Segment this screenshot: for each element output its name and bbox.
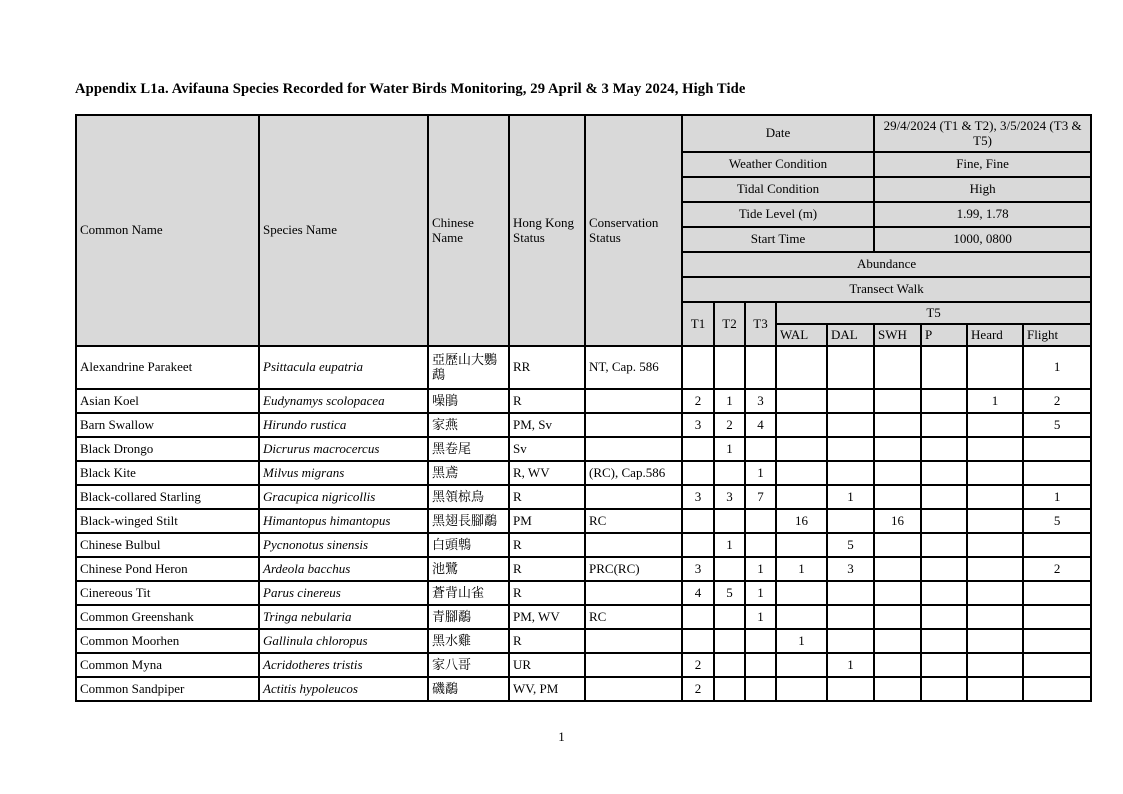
count-cell-swh bbox=[874, 437, 921, 461]
count-cell-flight: 5 bbox=[1023, 509, 1091, 533]
count-cell-p bbox=[921, 557, 967, 581]
tide-level-value: 1.99, 1.78 bbox=[874, 202, 1091, 227]
count-cell-wal: 1 bbox=[776, 557, 827, 581]
count-cell-flight bbox=[1023, 605, 1091, 629]
tidal-condition-label: Tidal Condition bbox=[682, 177, 874, 202]
hk-status-cell: R bbox=[509, 389, 585, 413]
count-cell-heard bbox=[967, 557, 1023, 581]
count-cell-dal bbox=[827, 605, 874, 629]
common-name-cell: Cinereous Tit bbox=[76, 581, 259, 605]
count-cell-flight bbox=[1023, 629, 1091, 653]
count-cell-swh bbox=[874, 485, 921, 509]
count-cell-dal: 3 bbox=[827, 557, 874, 581]
count-cell-dal: 1 bbox=[827, 653, 874, 677]
count-cell-wal bbox=[776, 413, 827, 437]
count-cell-p bbox=[921, 533, 967, 557]
count-cell-swh bbox=[874, 677, 921, 701]
count-cell-swh bbox=[874, 629, 921, 653]
table-row bbox=[76, 533, 1091, 557]
count-cell-t3 bbox=[745, 629, 776, 653]
chinese-name-cell: 黑翅長腳鷸 bbox=[428, 509, 509, 533]
count-cell-t2: 1 bbox=[714, 389, 745, 413]
count-cell-t1: 2 bbox=[682, 653, 714, 677]
conservation-status-cell bbox=[585, 485, 682, 509]
count-cell-t2 bbox=[714, 557, 745, 581]
count-cell-flight bbox=[1023, 533, 1091, 557]
count-cell-flight bbox=[1023, 653, 1091, 677]
common-name-cell: Common Sandpiper bbox=[76, 677, 259, 701]
count-cell-dal: 1 bbox=[827, 485, 874, 509]
count-cell-t3 bbox=[745, 346, 776, 389]
conservation-status-cell: NT, Cap. 586 bbox=[585, 346, 682, 389]
count-cell-wal bbox=[776, 581, 827, 605]
species-name-cell: Himantopus himantopus bbox=[259, 509, 428, 533]
transect-t2-header: T2 bbox=[714, 302, 745, 346]
count-cell-wal bbox=[776, 346, 827, 389]
tide-level-label: Tide Level (m) bbox=[682, 202, 874, 227]
count-cell-t3 bbox=[745, 533, 776, 557]
count-cell-t2: 1 bbox=[714, 533, 745, 557]
count-cell-dal bbox=[827, 461, 874, 485]
count-cell-swh bbox=[874, 389, 921, 413]
count-cell-flight: 2 bbox=[1023, 557, 1091, 581]
count-cell-t2: 3 bbox=[714, 485, 745, 509]
page-title: Appendix L1a. Avifauna Species Recorded for Water Birds Monitoring, 29 April & 3 May 2024, High Tide bbox=[75, 81, 746, 97]
hk-status-cell: R, WV bbox=[509, 461, 585, 485]
common-name-cell: Alexandrine Parakeet bbox=[76, 346, 259, 389]
table-row bbox=[76, 485, 1091, 509]
transect-t1-header: T1 bbox=[682, 302, 714, 346]
common-name-cell: Black Drongo bbox=[76, 437, 259, 461]
count-cell-swh bbox=[874, 533, 921, 557]
common-name-cell: Chinese Pond Heron bbox=[76, 557, 259, 581]
transect-t5-header: T5 bbox=[776, 302, 1091, 324]
common-name-cell: Chinese Bulbul bbox=[76, 533, 259, 557]
count-cell-t1 bbox=[682, 533, 714, 557]
table-row bbox=[76, 629, 1091, 653]
count-cell-wal bbox=[776, 677, 827, 701]
conservation-status-cell: RC bbox=[585, 509, 682, 533]
count-cell-t3 bbox=[745, 653, 776, 677]
count-cell-p bbox=[921, 581, 967, 605]
count-cell-heard bbox=[967, 461, 1023, 485]
count-cell-t2: 5 bbox=[714, 581, 745, 605]
count-cell-t1: 2 bbox=[682, 389, 714, 413]
count-cell-t1 bbox=[682, 437, 714, 461]
table-row bbox=[76, 605, 1091, 629]
count-cell-swh bbox=[874, 605, 921, 629]
species-name-header: Species Name bbox=[259, 115, 428, 346]
table-row bbox=[76, 677, 1091, 701]
count-cell-wal bbox=[776, 389, 827, 413]
count-cell-p bbox=[921, 389, 967, 413]
count-cell-dal bbox=[827, 629, 874, 653]
count-cell-t3: 1 bbox=[745, 581, 776, 605]
chinese-name-cell: 青腳鷸 bbox=[428, 605, 509, 629]
conservation-status-header: Conservation Status bbox=[585, 115, 682, 346]
weather-condition-value: Fine, Fine bbox=[874, 152, 1091, 177]
chinese-name-cell: 黑水雞 bbox=[428, 629, 509, 653]
hk-status-cell: R bbox=[509, 533, 585, 557]
chinese-name-cell: 白頭鵯 bbox=[428, 533, 509, 557]
hk-status-cell: WV, PM bbox=[509, 677, 585, 701]
count-cell-dal: 5 bbox=[827, 533, 874, 557]
count-cell-heard bbox=[967, 581, 1023, 605]
common-name-cell: Common Myna bbox=[76, 653, 259, 677]
chinese-name-cell: 家八哥 bbox=[428, 653, 509, 677]
species-name-cell: Hirundo rustica bbox=[259, 413, 428, 437]
common-name-header: Common Name bbox=[76, 115, 259, 346]
conservation-status-cell: PRC(RC) bbox=[585, 557, 682, 581]
common-name-cell: Black-collared Starling bbox=[76, 485, 259, 509]
species-name-cell: Psittacula eupatria bbox=[259, 346, 428, 389]
count-cell-heard bbox=[967, 509, 1023, 533]
t5-heard-header: Heard bbox=[967, 324, 1023, 346]
hk-status-cell: R bbox=[509, 629, 585, 653]
count-cell-p bbox=[921, 605, 967, 629]
count-cell-t3: 3 bbox=[745, 389, 776, 413]
chinese-name-cell: 家燕 bbox=[428, 413, 509, 437]
count-cell-wal bbox=[776, 485, 827, 509]
count-cell-t3: 1 bbox=[745, 557, 776, 581]
common-name-cell: Common Greenshank bbox=[76, 605, 259, 629]
count-cell-t2 bbox=[714, 653, 745, 677]
transect-walk-header: Transect Walk bbox=[682, 277, 1091, 302]
t5-dal-header: DAL bbox=[827, 324, 874, 346]
count-cell-p bbox=[921, 509, 967, 533]
chinese-name-cell: 磯鷸 bbox=[428, 677, 509, 701]
species-name-cell: Ardeola bacchus bbox=[259, 557, 428, 581]
count-cell-flight: 1 bbox=[1023, 346, 1091, 389]
table-row bbox=[76, 557, 1091, 581]
count-cell-t1: 3 bbox=[682, 413, 714, 437]
count-cell-t1: 3 bbox=[682, 557, 714, 581]
chinese-name-cell: 蒼背山雀 bbox=[428, 581, 509, 605]
count-cell-t1: 4 bbox=[682, 581, 714, 605]
count-cell-t3: 7 bbox=[745, 485, 776, 509]
species-name-cell: Pycnonotus sinensis bbox=[259, 533, 428, 557]
count-cell-flight: 1 bbox=[1023, 485, 1091, 509]
date-value: 29/4/2024 (T1 & T2), 3/5/2024 (T3 & T5) bbox=[874, 115, 1091, 152]
page-number: 1 bbox=[558, 729, 565, 744]
conservation-status-cell: RC bbox=[585, 605, 682, 629]
count-cell-t2 bbox=[714, 605, 745, 629]
count-cell-wal: 1 bbox=[776, 629, 827, 653]
count-cell-t3 bbox=[745, 677, 776, 701]
hk-status-cell: RR bbox=[509, 346, 585, 389]
count-cell-t1 bbox=[682, 629, 714, 653]
count-cell-p bbox=[921, 346, 967, 389]
table-row bbox=[76, 346, 1091, 389]
count-cell-t3 bbox=[745, 437, 776, 461]
species-name-cell: Parus cinereus bbox=[259, 581, 428, 605]
chinese-name-header: Chinese Name bbox=[428, 115, 509, 346]
species-name-cell: Acridotheres tristis bbox=[259, 653, 428, 677]
table-row bbox=[76, 437, 1091, 461]
common-name-cell: Black Kite bbox=[76, 461, 259, 485]
hk-status-cell: R bbox=[509, 485, 585, 509]
species-name-cell: Eudynamys scolopacea bbox=[259, 389, 428, 413]
hk-status-cell: UR bbox=[509, 653, 585, 677]
count-cell-t2 bbox=[714, 346, 745, 389]
count-cell-p bbox=[921, 677, 967, 701]
hk-status-cell: PM, WV bbox=[509, 605, 585, 629]
count-cell-wal bbox=[776, 653, 827, 677]
table-row bbox=[76, 509, 1091, 533]
species-name-cell: Gallinula chloropus bbox=[259, 629, 428, 653]
chinese-name-cell: 噪鵑 bbox=[428, 389, 509, 413]
tidal-condition-value: High bbox=[874, 177, 1091, 202]
count-cell-heard bbox=[967, 533, 1023, 557]
table-row bbox=[76, 413, 1091, 437]
count-cell-swh bbox=[874, 557, 921, 581]
count-cell-dal bbox=[827, 509, 874, 533]
count-cell-dal bbox=[827, 346, 874, 389]
t5-wal-header: WAL bbox=[776, 324, 827, 346]
common-name-cell: Black-winged Stilt bbox=[76, 509, 259, 533]
count-cell-heard bbox=[967, 485, 1023, 509]
count-cell-t3: 1 bbox=[745, 605, 776, 629]
conservation-status-cell bbox=[585, 437, 682, 461]
table-row bbox=[76, 389, 1091, 413]
date-label: Date bbox=[682, 115, 874, 152]
count-cell-heard bbox=[967, 653, 1023, 677]
species-rows bbox=[76, 346, 1091, 701]
count-cell-wal bbox=[776, 437, 827, 461]
count-cell-p bbox=[921, 485, 967, 509]
count-cell-t2 bbox=[714, 677, 745, 701]
count-cell-flight: 2 bbox=[1023, 389, 1091, 413]
species-name-cell: Milvus migrans bbox=[259, 461, 428, 485]
hong-kong-status-header: Hong Kong Status bbox=[509, 115, 585, 346]
start-time-label: Start Time bbox=[682, 227, 874, 252]
t5-flight-header: Flight bbox=[1023, 324, 1091, 346]
count-cell-dal bbox=[827, 677, 874, 701]
hk-status-cell: PM, Sv bbox=[509, 413, 585, 437]
count-cell-swh bbox=[874, 461, 921, 485]
count-cell-t1 bbox=[682, 509, 714, 533]
count-cell-heard bbox=[967, 437, 1023, 461]
count-cell-flight bbox=[1023, 677, 1091, 701]
chinese-name-cell: 黑鳶 bbox=[428, 461, 509, 485]
count-cell-heard bbox=[967, 629, 1023, 653]
species-name-cell: Gracupica nigricollis bbox=[259, 485, 428, 509]
count-cell-swh bbox=[874, 653, 921, 677]
header-row-date bbox=[76, 115, 1091, 152]
conservation-status-cell bbox=[585, 629, 682, 653]
count-cell-dal bbox=[827, 389, 874, 413]
count-cell-t1 bbox=[682, 461, 714, 485]
species-name-cell: Actitis hypoleucos bbox=[259, 677, 428, 701]
count-cell-flight bbox=[1023, 461, 1091, 485]
count-cell-p bbox=[921, 461, 967, 485]
hk-status-cell: Sv bbox=[509, 437, 585, 461]
count-cell-flight: 5 bbox=[1023, 413, 1091, 437]
count-cell-t3: 4 bbox=[745, 413, 776, 437]
chinese-name-cell: 黑領椋鳥 bbox=[428, 485, 509, 509]
conservation-status-cell bbox=[585, 389, 682, 413]
count-cell-t2: 2 bbox=[714, 413, 745, 437]
count-cell-t2 bbox=[714, 509, 745, 533]
count-cell-t1 bbox=[682, 346, 714, 389]
count-cell-p bbox=[921, 629, 967, 653]
count-cell-t1: 2 bbox=[682, 677, 714, 701]
count-cell-wal bbox=[776, 461, 827, 485]
hk-status-cell: R bbox=[509, 557, 585, 581]
species-name-cell: Dicrurus macrocercus bbox=[259, 437, 428, 461]
count-cell-t1 bbox=[682, 605, 714, 629]
count-cell-t2: 1 bbox=[714, 437, 745, 461]
count-cell-p bbox=[921, 653, 967, 677]
count-cell-swh bbox=[874, 413, 921, 437]
count-cell-heard bbox=[967, 677, 1023, 701]
t5-p-header: P bbox=[921, 324, 967, 346]
table-row bbox=[76, 461, 1091, 485]
count-cell-heard bbox=[967, 605, 1023, 629]
count-cell-dal bbox=[827, 413, 874, 437]
common-name-cell: Common Moorhen bbox=[76, 629, 259, 653]
conservation-status-cell bbox=[585, 533, 682, 557]
count-cell-swh bbox=[874, 346, 921, 389]
count-cell-swh bbox=[874, 581, 921, 605]
count-cell-dal bbox=[827, 581, 874, 605]
count-cell-heard bbox=[967, 346, 1023, 389]
conservation-status-cell: (RC), Cap.586 bbox=[585, 461, 682, 485]
count-cell-wal bbox=[776, 605, 827, 629]
table-row bbox=[76, 581, 1091, 605]
count-cell-t3: 1 bbox=[745, 461, 776, 485]
count-cell-swh: 16 bbox=[874, 509, 921, 533]
conservation-status-cell bbox=[585, 581, 682, 605]
count-cell-wal bbox=[776, 533, 827, 557]
count-cell-t2 bbox=[714, 629, 745, 653]
table-row bbox=[76, 653, 1091, 677]
t5-swh-header: SWH bbox=[874, 324, 921, 346]
conservation-status-cell bbox=[585, 413, 682, 437]
chinese-name-cell: 池鷺 bbox=[428, 557, 509, 581]
chinese-name-cell: 黑卷尾 bbox=[428, 437, 509, 461]
hk-status-cell: PM bbox=[509, 509, 585, 533]
count-cell-p bbox=[921, 437, 967, 461]
count-cell-t2 bbox=[714, 461, 745, 485]
abundance-header: Abundance bbox=[682, 252, 1091, 277]
species-name-cell: Tringa nebularia bbox=[259, 605, 428, 629]
common-name-cell: Barn Swallow bbox=[76, 413, 259, 437]
count-cell-dal bbox=[827, 437, 874, 461]
start-time-value: 1000, 0800 bbox=[874, 227, 1091, 252]
count-cell-t1: 3 bbox=[682, 485, 714, 509]
count-cell-heard: 1 bbox=[967, 389, 1023, 413]
count-cell-flight bbox=[1023, 581, 1091, 605]
count-cell-t3 bbox=[745, 509, 776, 533]
common-name-cell: Asian Koel bbox=[76, 389, 259, 413]
count-cell-heard bbox=[967, 413, 1023, 437]
hk-status-cell: R bbox=[509, 581, 585, 605]
weather-condition-label: Weather Condition bbox=[682, 152, 874, 177]
conservation-status-cell bbox=[585, 653, 682, 677]
count-cell-flight bbox=[1023, 437, 1091, 461]
count-cell-p bbox=[921, 413, 967, 437]
avifauna-table bbox=[75, 114, 1092, 702]
transect-t3-header: T3 bbox=[745, 302, 776, 346]
conservation-status-cell bbox=[585, 677, 682, 701]
count-cell-wal: 16 bbox=[776, 509, 827, 533]
chinese-name-cell: 亞歷山大鸚鵡 bbox=[428, 346, 509, 389]
